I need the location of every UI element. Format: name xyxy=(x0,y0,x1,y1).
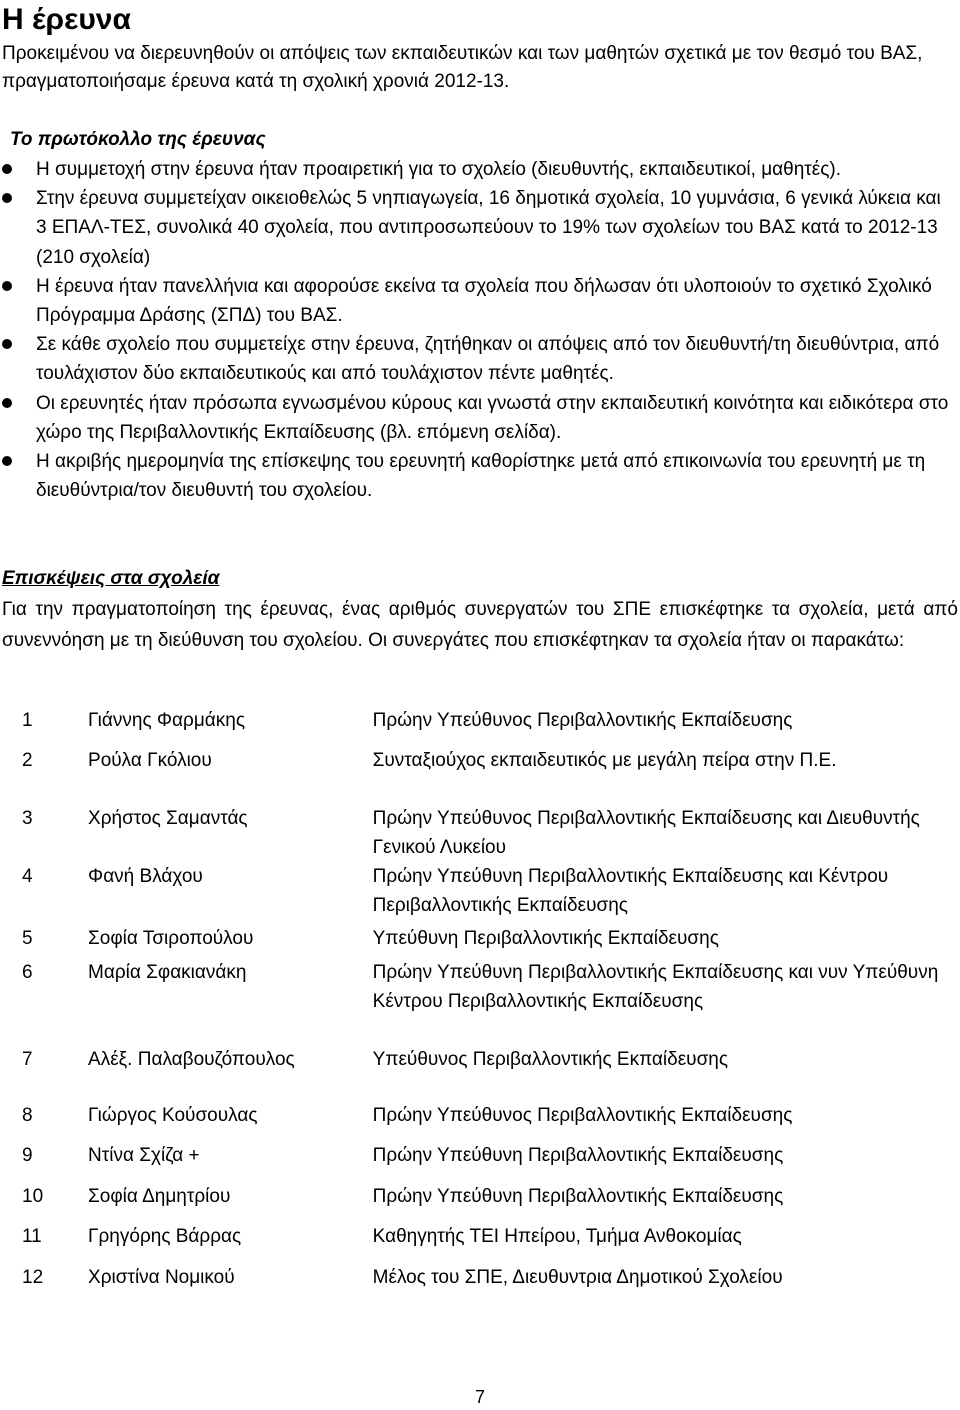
protocol-list xyxy=(2,155,952,505)
list-item-text: Η ακριβής ημερομηνία της επίσκεψης του ερευνητή καθορίστηκε μετά από επικοινωνία του ερευνητή με τη διευθύντρια/τον διευθυντή του σχολείου. xyxy=(36,451,926,502)
row-number: 3 xyxy=(22,808,33,829)
table-row xyxy=(22,706,942,746)
row-number: 8 xyxy=(22,1105,33,1126)
bullet-icon xyxy=(2,164,12,174)
intro-paragraph: Προκειμένου να διερευνηθούν οι απόψεις των εκπαιδευτικών και των μαθητών σχετικά με τον θεσμό του ΒΑΣ, πραγματοποιήσαμε έρευνα κατά τη σχολική χρονιά 2012-13. xyxy=(2,43,923,92)
member-name: Γρηγόρης Βάρρας xyxy=(88,1226,242,1247)
row-number: 2 xyxy=(22,750,33,771)
row-number: 7 xyxy=(22,1049,33,1070)
team-table xyxy=(22,706,942,1297)
table-row xyxy=(22,1222,942,1263)
table-row xyxy=(22,1101,942,1141)
row-number: 12 xyxy=(22,1267,44,1288)
member-name: Μαρία Σφακιανάκη xyxy=(88,962,247,983)
list-item xyxy=(2,330,952,388)
list-item xyxy=(2,447,952,505)
member-role: Πρώην Υπεύθυνη Περιβαλλοντικής Εκπαίδευσης xyxy=(372,1145,784,1166)
list-item-text: Η συμμετοχή στην έρευνα ήταν προαιρετική για το σχολείο (διευθυντής, εκπαιδευτικοί, μαθητές). xyxy=(36,159,842,180)
member-name: Σοφία Δημητρίου xyxy=(88,1186,231,1207)
member-role: Πρώην Υπεύθυνη Περιβαλλοντικής Εκπαίδευσης και νυν Υπεύθυνη Κέντρου Περιβαλλοντικής Εκπαίδευσης xyxy=(372,962,939,1012)
table-row xyxy=(22,1141,942,1182)
member-role: Υπεύθυνος Περιβαλλοντικής Εκπαίδευσης xyxy=(372,1049,729,1070)
row-number: 4 xyxy=(22,866,33,887)
member-role: Συνταξιούχος εκπαιδευτικός με μεγάλη πείρα στην Π.Ε. xyxy=(372,750,837,771)
list-item-text: Σε κάθε σχολείο που συμμετείχε στην έρευνα, ζητήθηκαν οι απόψεις από τον διευθυντή/τη διευθύντρια, από τουλάχιστον δύο εκπαιδευτικούς και από τουλάχιστον πέντε μαθητές. xyxy=(36,334,940,385)
protocol-heading: Το πρωτόκολλο της έρευνας xyxy=(10,129,266,150)
member-name: Αλέξ. Παλαβουζόπουλος xyxy=(88,1049,295,1070)
list-item-text: Η έρευνα ήταν πανελλήνια και αφορούσε εκείνα τα σχολεία που δήλωσαν ότι υλοποιούν το σχετικό Σχολικό Πρόγραμμα Δράσης (ΣΠΔ) του ΒΑΣ. xyxy=(36,275,932,327)
list-item-text: Στην έρευνα συμμετείχαν οικειοθελώς 5 νηπιαγωγεία, 16 δημοτικά σχολεία, 10 γυμνάσια, 6 γενικά λύκεια και 3 ΕΠΑΛ-ΤΕΣ, συνολικά 40 σχολεία, που αντιπροσωπεύουν το 19% των σχολείων του ΒΑΣ κατά το 2012-13 (210 σχολεία) xyxy=(36,188,941,268)
table-row xyxy=(22,1045,942,1101)
row-number: 10 xyxy=(22,1186,44,1207)
member-name: Ρούλα Γκόλιου xyxy=(88,750,212,771)
list-item xyxy=(2,155,952,184)
member-role: Πρώην Υπεύθυνη Περιβαλλοντικής Εκπαίδευσης xyxy=(372,1186,784,1207)
table-row xyxy=(22,862,942,924)
member-role: Καθηγητής ΤΕΙ Ηπείρου, Τμήμα Ανθοκομίας xyxy=(372,1226,742,1247)
member-name: Χριστίνα Νομικού xyxy=(88,1267,235,1288)
page-number: 7 xyxy=(474,1387,485,1407)
member-name: Γιώργος Κούσουλας xyxy=(88,1105,258,1126)
member-name: Γιάννης Φαρμάκης xyxy=(88,710,245,731)
table-row xyxy=(22,1182,942,1222)
member-name: Ντίνα Σχίζα + xyxy=(88,1145,200,1166)
list-item xyxy=(2,272,952,330)
list-item-text: Οι ερευνητές ήταν πρόσωπα εγνωσμένου κύρους και γνωστά στην εκπαιδευτική κοινότητα και ειδικότερα στο χώρο της Περιβαλλοντικής Εκπαίδευσης (βλ. επόμενη σελίδα). xyxy=(36,392,949,443)
row-number: 5 xyxy=(22,928,33,949)
row-number: 9 xyxy=(22,1145,33,1166)
bullet-icon xyxy=(2,281,12,291)
member-name: Χρήστος Σαμαντάς xyxy=(88,808,248,829)
table-row xyxy=(22,924,942,958)
table-row xyxy=(22,1263,942,1297)
list-item xyxy=(2,184,952,272)
member-role: Πρώην Υπεύθυνος Περιβαλλοντικής Εκπαίδευσης και Διευθυντής Γενικού Λυκείου xyxy=(372,808,920,858)
member-role: Μέλος του ΣΠΕ, Διευθυντρια Δημοτικού Σχολείου xyxy=(372,1267,783,1288)
bullet-icon xyxy=(2,456,12,466)
member-role: Πρώην Υπεύθυνος Περιβαλλοντικής Εκπαίδευσης xyxy=(372,710,793,731)
member-role: Πρώην Υπεύθυνος Περιβαλλοντικής Εκπαίδευσης xyxy=(372,1105,793,1126)
visits-heading: Επισκέψεις στα σχολεία xyxy=(2,568,220,589)
member-role: Πρώην Υπεύθυνη Περιβαλλοντικής Εκπαίδευσης και Κέντρου Περιβαλλοντικής Εκπαίδευσης xyxy=(372,866,889,916)
page-title: Η έρευνα xyxy=(2,3,131,36)
member-name: Φανή Βλάχου xyxy=(88,866,203,887)
table-row xyxy=(22,804,942,862)
member-role: Υπεύθυνη Περιβαλλοντικής Εκπαίδευσης xyxy=(372,928,719,949)
bullet-icon xyxy=(2,193,12,203)
table-row xyxy=(22,746,942,804)
row-number: 11 xyxy=(22,1226,42,1247)
row-number: 6 xyxy=(22,962,33,983)
row-number: 1 xyxy=(22,710,33,731)
member-name: Σοφία Τσιροπούλου xyxy=(88,928,254,949)
table-row xyxy=(22,958,942,1045)
visits-paragraph: Για την πραγματοποίηση της έρευνας, ένας αριθμός συνεργατών του ΣΠΕ επισκέφτηκε τα σχολεία, μετά από συνεννόηση με τη διεύθυνση του σχολείου. Οι συνεργάτες που επισκέφτηκαν τα σχολεία ήταν οι παρακάτω: xyxy=(2,599,958,651)
bullet-icon xyxy=(2,398,12,408)
bullet-icon xyxy=(2,339,12,349)
list-item xyxy=(2,389,952,447)
